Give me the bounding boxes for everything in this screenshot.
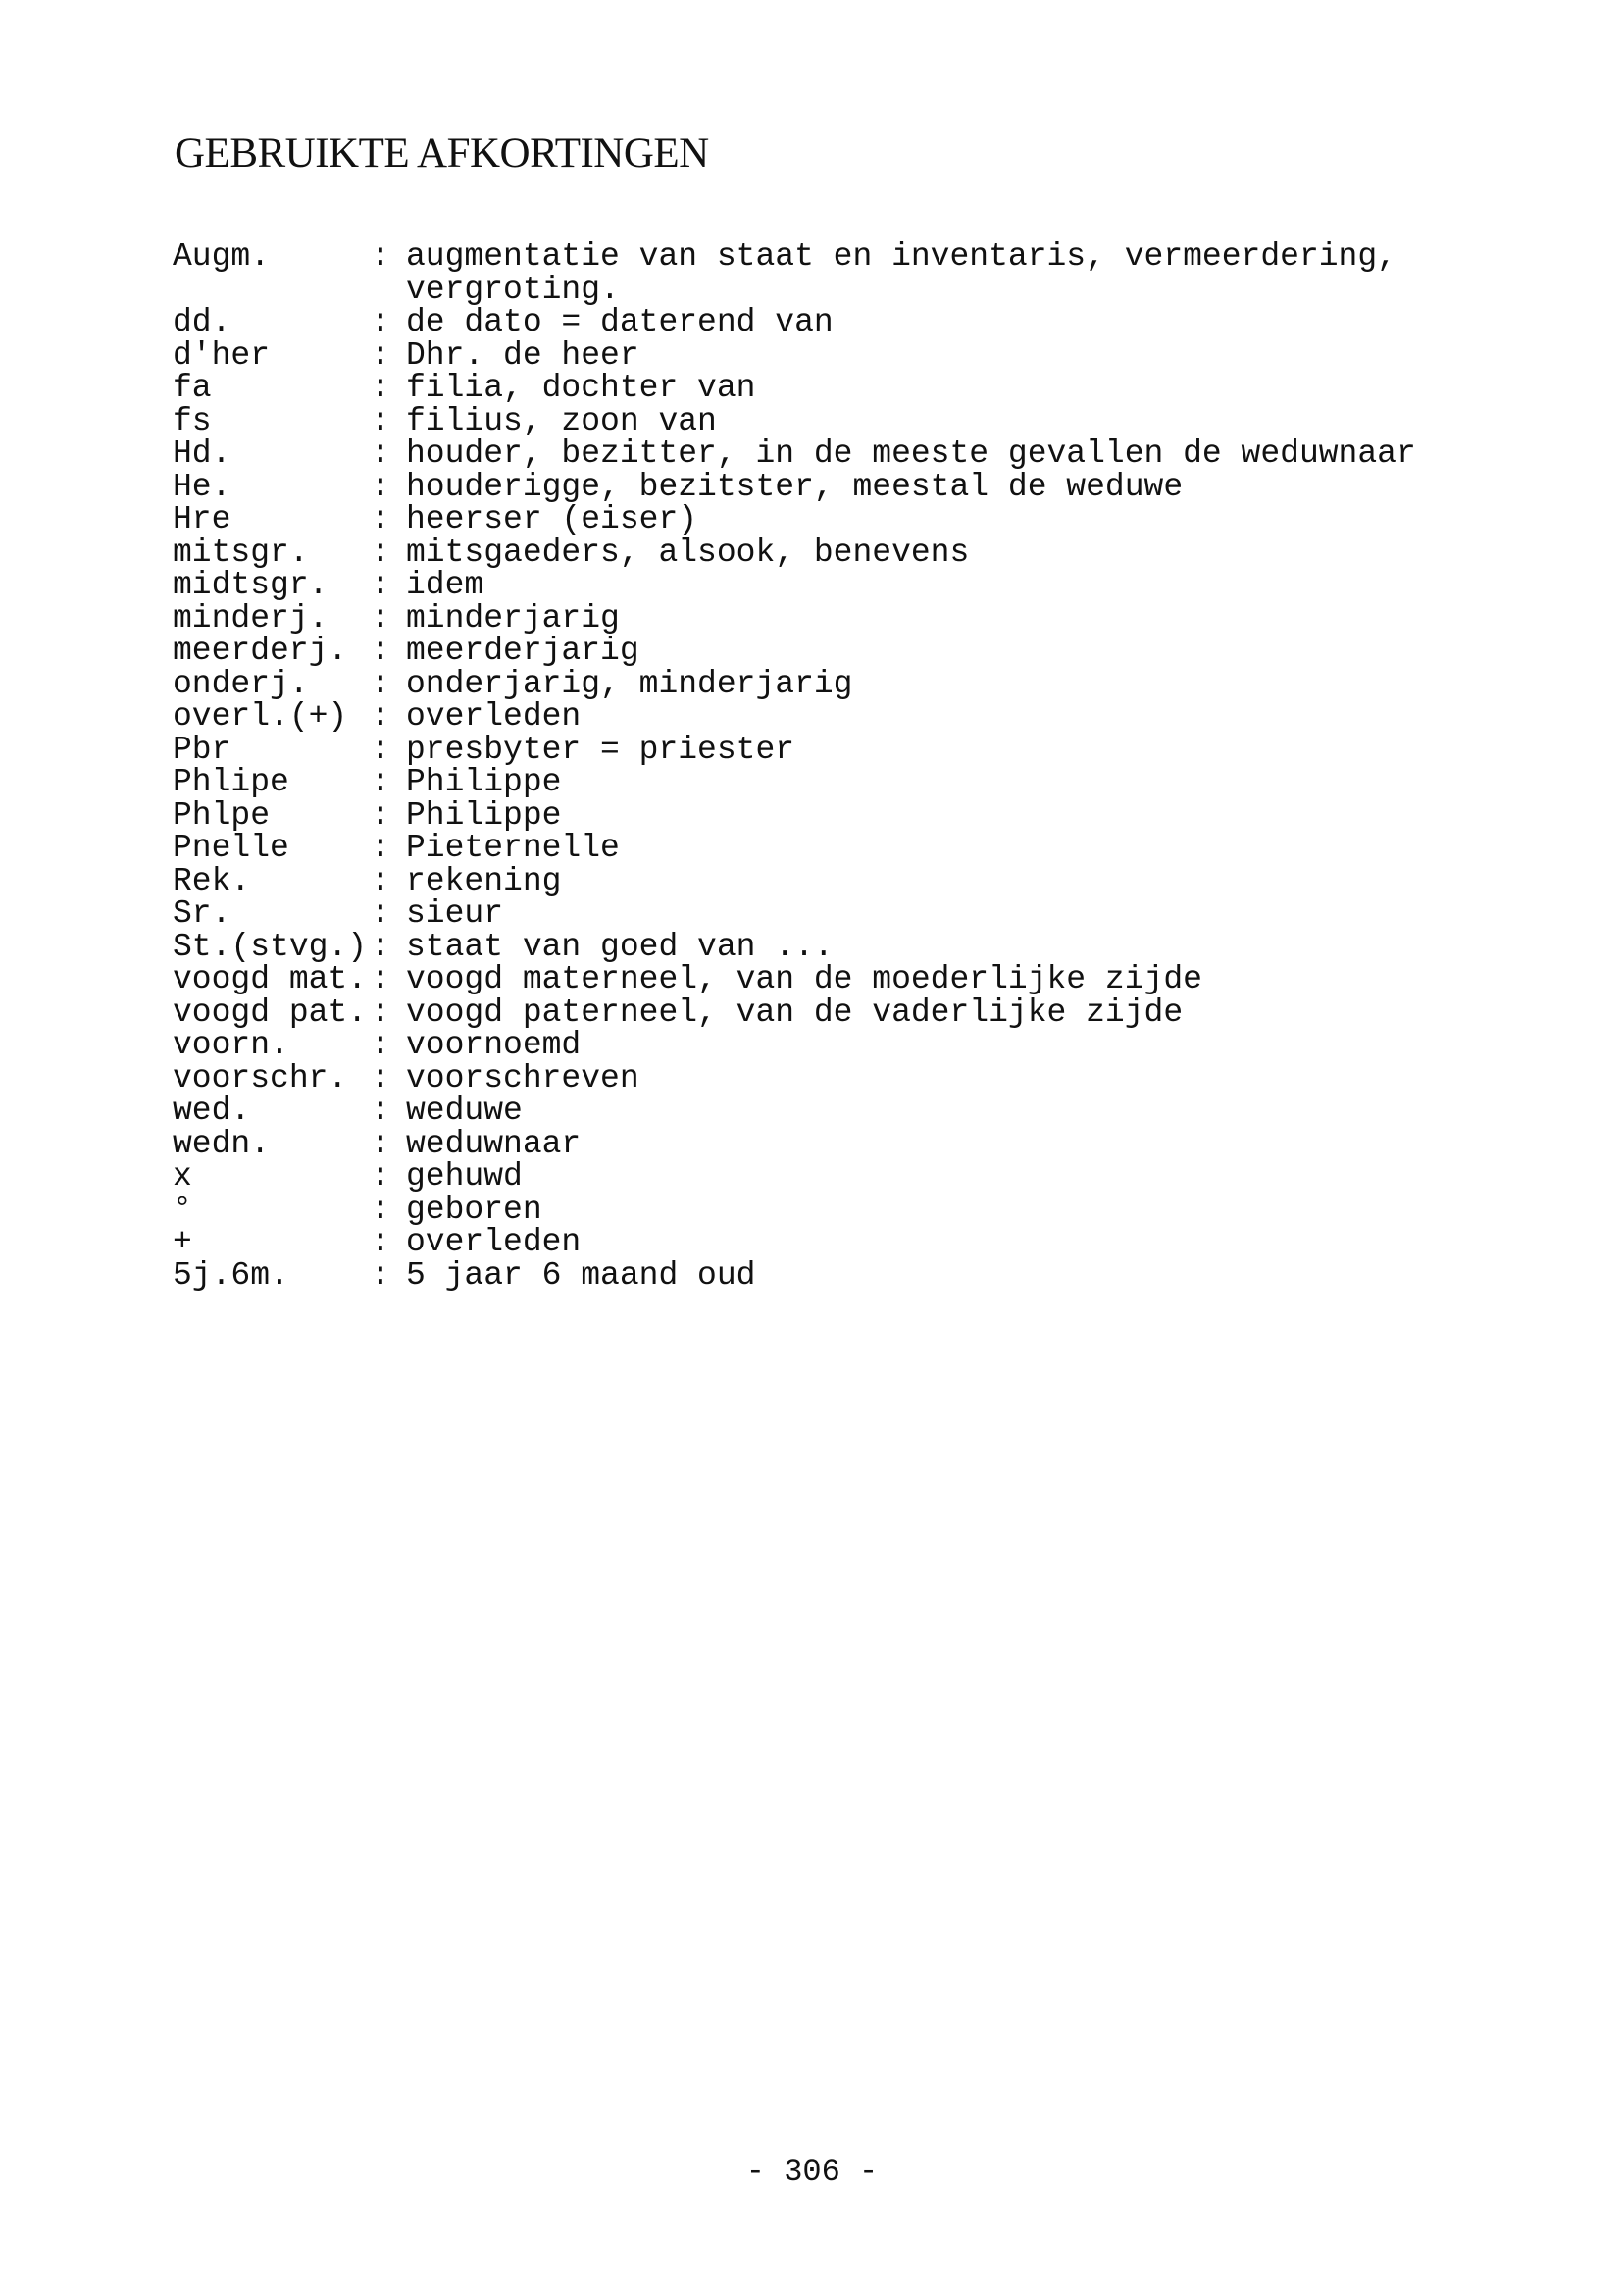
separator-colon: : — [371, 1191, 390, 1228]
abbreviation-definition: mitsgaeders, alsook, benevens — [406, 534, 970, 571]
abbreviation-term: Sr. — [173, 895, 231, 932]
abbreviation-definition: voogd paterneel, van de vaderlijke zijde — [406, 993, 1184, 1031]
abbreviation-row — [173, 832, 1467, 865]
abbreviation-row — [173, 536, 1467, 570]
separator-colon: : — [371, 501, 390, 537]
separator-colon: : — [371, 1093, 390, 1129]
abbreviation-term: x — [173, 1158, 192, 1195]
abbreviation-definition: overleden — [406, 698, 582, 735]
abbreviation-definition: Pieternelle — [406, 830, 620, 866]
separator-colon: : — [371, 961, 390, 997]
abbreviation-row — [173, 240, 1467, 306]
abbreviation-row — [173, 1095, 1467, 1128]
abbreviation-term: voogd mat. — [173, 961, 368, 997]
page-title: GEBRUIKTE AFKORTINGEN — [175, 130, 709, 177]
abbreviation-row — [173, 336, 1467, 374]
abbreviation-definition: augmentatie van staat en inventaris, vermeerdering, vergroting. — [406, 238, 1396, 308]
abbreviation-term: Augm. — [173, 238, 271, 275]
abbreviation-row — [173, 1191, 1467, 1228]
abbreviation-row — [173, 731, 1467, 768]
separator-colon: : — [371, 1027, 390, 1063]
separator-colon: : — [371, 830, 390, 866]
abbreviation-definition: voorschreven — [406, 1059, 639, 1096]
abbreviation-definition: filius, zoon van — [406, 402, 717, 439]
abbreviation-row — [173, 569, 1467, 602]
abbreviation-term: voogd pat. — [173, 993, 368, 1031]
abbreviation-term: Phlpe — [173, 796, 271, 834]
separator-colon: : — [371, 534, 390, 571]
separator-colon: : — [371, 468, 390, 505]
abbreviation-term: Phlipe — [173, 764, 289, 800]
separator-colon: : — [371, 895, 390, 932]
abbreviation-definition: filia, dochter van — [406, 370, 756, 406]
separator-colon: : — [371, 435, 390, 472]
abbreviation-row — [173, 1160, 1467, 1194]
abbreviation-term: dd. — [173, 304, 231, 340]
abbreviation-term: voorschr. — [173, 1059, 348, 1096]
abbreviation-definition: staat van goed van ... — [406, 928, 834, 965]
abbreviation-row — [173, 437, 1467, 471]
abbreviation-row — [173, 1256, 1467, 1294]
abbreviation-row — [173, 1059, 1467, 1096]
abbreviation-row — [173, 993, 1467, 1031]
separator-colon: : — [371, 599, 390, 636]
abbreviation-term: onderj. — [173, 665, 309, 702]
abbreviation-definition: geboren — [406, 1191, 542, 1228]
abbreviation-term: Rek. — [173, 862, 251, 899]
abbreviation-term: fa — [173, 370, 212, 406]
abbreviation-definition: presbyter = priester — [406, 731, 795, 768]
abbreviation-definition: sieur — [406, 895, 504, 932]
separator-colon: : — [371, 1224, 390, 1260]
abbreviation-row — [173, 862, 1467, 899]
abbreviation-term: Pbr — [173, 731, 231, 768]
abbreviation-list — [173, 240, 1467, 1292]
abbreviation-term: mitsgr. — [173, 534, 309, 571]
abbreviation-term: ° — [173, 1191, 192, 1228]
abbreviation-term: overl.(+) — [173, 698, 348, 735]
separator-colon: : — [371, 665, 390, 702]
separator-colon: : — [371, 764, 390, 800]
separator-colon: : — [371, 370, 390, 406]
abbreviation-definition: Philippe — [406, 796, 562, 834]
abbreviation-row — [173, 599, 1467, 636]
separator-colon: : — [371, 1125, 390, 1162]
abbreviation-term: Pnelle — [173, 830, 289, 866]
abbreviation-row — [173, 1125, 1467, 1162]
abbreviation-term: meerderj. — [173, 633, 348, 669]
abbreviation-term: Hd. — [173, 435, 231, 472]
abbreviation-row — [173, 700, 1467, 734]
page-number: - 306 - — [745, 2154, 879, 2190]
separator-colon: : — [371, 304, 390, 340]
separator-colon: : — [371, 993, 390, 1031]
abbreviation-term: fs — [173, 402, 212, 439]
abbreviation-term: + — [173, 1224, 192, 1260]
abbreviation-term: Hre — [173, 501, 231, 537]
separator-colon: : — [371, 336, 390, 374]
abbreviation-row — [173, 372, 1467, 405]
abbreviation-definition: voogd materneel, van de moederlijke zijde — [406, 961, 1202, 997]
separator-colon: : — [371, 567, 390, 603]
separator-colon: : — [371, 633, 390, 669]
separator-colon: : — [371, 862, 390, 899]
abbreviation-definition: voornoemd — [406, 1027, 582, 1063]
abbreviation-definition: weduwe — [406, 1093, 523, 1129]
abbreviation-term: St.(stvg.) — [173, 928, 368, 965]
abbreviation-definition: gehuwd — [406, 1158, 523, 1195]
abbreviation-term: minderj. — [173, 599, 329, 636]
abbreviation-row — [173, 665, 1467, 702]
abbreviation-row — [173, 796, 1467, 834]
abbreviation-definition: minderjarig — [406, 599, 620, 636]
abbreviation-term: wed. — [173, 1093, 251, 1129]
abbreviation-definition: weduwnaar — [406, 1125, 582, 1162]
abbreviation-term: voorn. — [173, 1027, 289, 1063]
abbreviation-definition: onderjarig, minderjarig — [406, 665, 853, 702]
abbreviation-definition: 5 jaar 6 maand oud — [406, 1256, 756, 1294]
abbreviation-definition: rekening — [406, 862, 562, 899]
separator-colon: : — [371, 238, 390, 275]
separator-colon: : — [371, 731, 390, 768]
separator-colon: : — [371, 928, 390, 965]
abbreviation-definition: meerderjarig — [406, 633, 639, 669]
separator-colon: : — [371, 1059, 390, 1096]
abbreviation-row — [173, 963, 1467, 996]
abbreviation-row — [173, 402, 1467, 439]
abbreviation-row — [173, 766, 1467, 799]
abbreviation-definition: Dhr. de heer — [406, 336, 639, 374]
abbreviation-term: He. — [173, 468, 231, 505]
abbreviation-row — [173, 928, 1467, 965]
separator-colon: : — [371, 1256, 390, 1294]
abbreviation-row — [173, 897, 1467, 931]
abbreviation-definition: Philippe — [406, 764, 562, 800]
separator-colon: : — [371, 1158, 390, 1195]
abbreviation-row — [173, 503, 1467, 536]
abbreviation-definition: overleden — [406, 1224, 582, 1260]
abbreviation-row — [173, 1029, 1467, 1062]
abbreviation-definition: heerser (eiser) — [406, 501, 698, 537]
abbreviation-term: 5j.6m. — [173, 1256, 289, 1294]
abbreviation-row — [173, 1226, 1467, 1259]
abbreviation-row — [173, 635, 1467, 668]
separator-colon: : — [371, 402, 390, 439]
abbreviation-definition: houder, bezitter, in de meeste gevallen de weduwnaar — [406, 435, 1416, 472]
separator-colon: : — [371, 796, 390, 834]
abbreviation-row — [173, 468, 1467, 505]
abbreviation-definition: de dato = daterend van — [406, 304, 834, 340]
abbreviation-definition: houderigge, bezitster, meestal de weduwe — [406, 468, 1184, 505]
abbreviation-definition: idem — [406, 567, 484, 603]
separator-colon: : — [371, 698, 390, 735]
abbreviation-row — [173, 306, 1467, 339]
abbreviation-term: midtsgr. — [173, 567, 329, 603]
abbreviation-term: wedn. — [173, 1125, 271, 1162]
abbreviation-term: d'her — [173, 336, 271, 374]
